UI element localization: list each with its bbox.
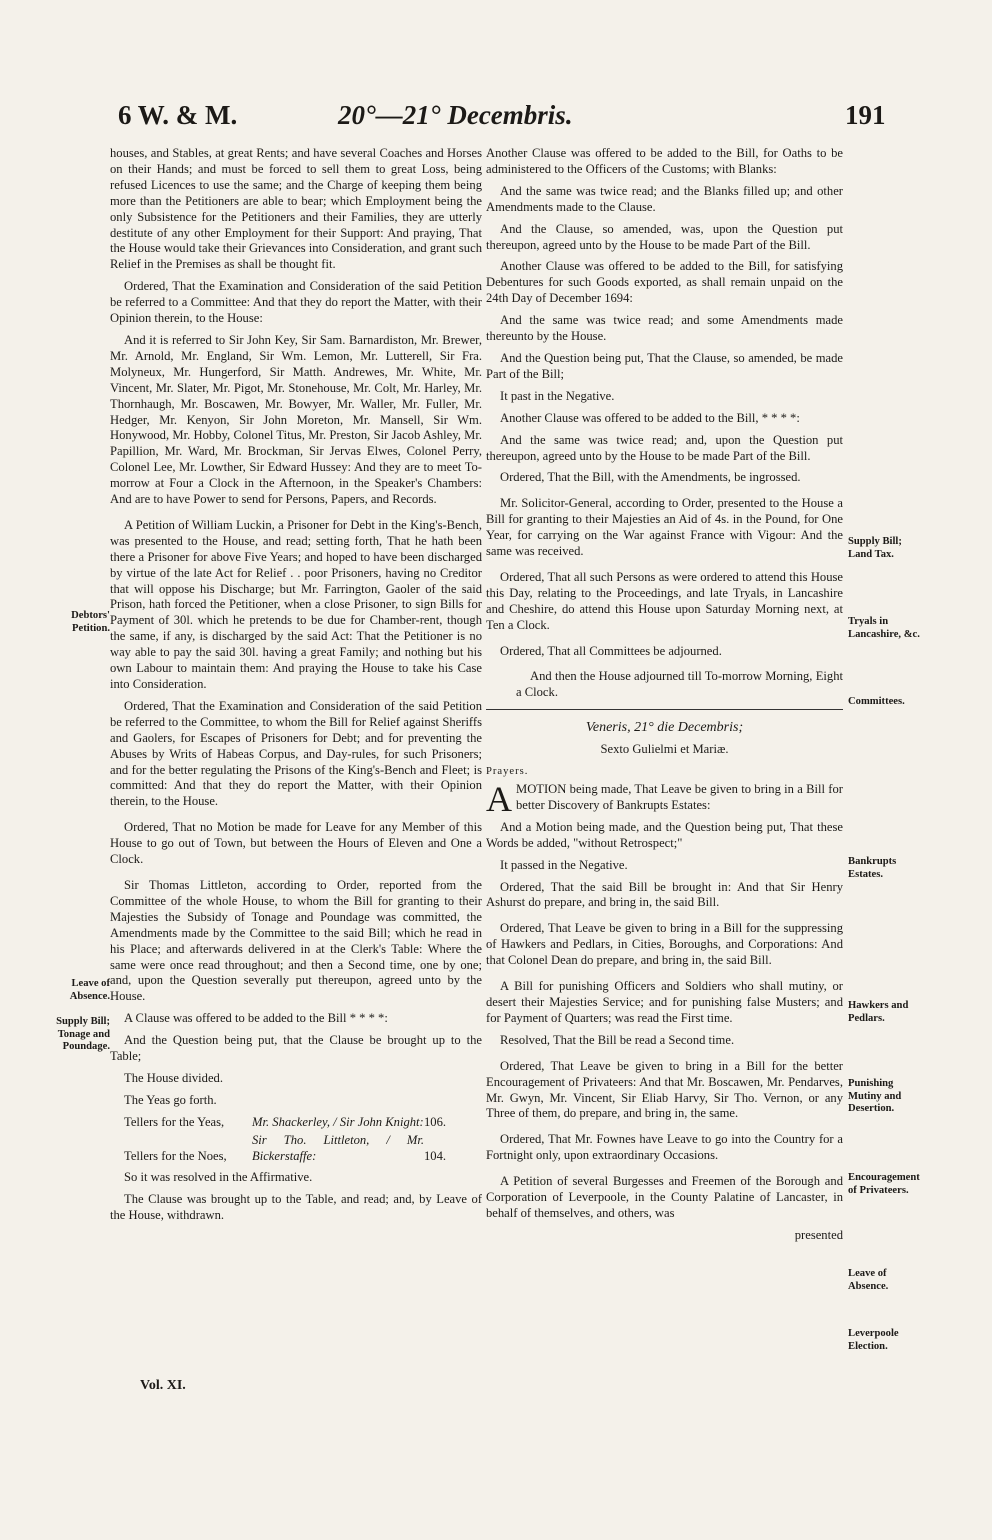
margin-note-hawkers: Hawkers and Pedlars.	[848, 1000, 909, 1024]
margin-note-tryals: Tryals in Lancashire, &c.	[848, 616, 920, 640]
paragraph: And the Clause, so amended, was, upon the Question put thereupon, agreed unto by the House to be made Part of the Bill.	[486, 221, 843, 252]
paragraph: A Petition of several Burgesses and Freemen of the Borough and Corporation of Leverpoole, in the County Palatine of Lancaster, in behalf of themselves, and others, was	[486, 1174, 843, 1220]
paragraph: The Yeas go forth.	[124, 1092, 217, 1107]
tellers-noes: Tellers for the Noes,Sir Tho. Littleton, / Mr. Bickerstaffe: 104.	[124, 1132, 447, 1163]
margin-note-leverpoole: Leverpoole Election.	[848, 1328, 899, 1352]
paragraph: Another Clause was offered to be added to the Bill, for Oaths to be administered to the Officers of the Customs; with Blanks:	[486, 146, 843, 176]
motion-paragraph	[486, 779, 843, 819]
paragraph: houses, and Stables, at great Rents; and have several Coaches and Horses on their Hands; and must be forced to sell them to great Loss, being refused Licences to use the same; and the Charge of keeping them being more than the Petitioners are able to bear; which Employment being the only Subsistence for the Petitioners and their Families, they are utterly destitute of any other Employment for their Support: And praying, That the House would take their Grievances into Consideration, and grant such Relief in the Premises as shall be thought fit.	[110, 146, 482, 272]
paragraph: Ordered, That no Motion be made for Leave for any Member of this House to go out of Town, but between the Hours of Eleven and One a Clock.	[110, 820, 482, 867]
paragraph: Another Clause was offered to be added to the Bill, for satisfying Debentures for such Goods exported, as shall remain unpaid on the 24th Day of December 1694:	[486, 259, 843, 306]
paragraph: Mr. Solicitor-General, according to Order, presented to the House a Bill for granting to their Majesties an Aid of 4s. in the Pound, for One Year, for carrying on the War against France with Vigour: And the same was received.	[486, 496, 843, 559]
margin-note-leave-right: Leave of Absence.	[848, 1268, 889, 1292]
paragraph: Ordered, That Mr. Fownes have Leave to go into the Country for a Fortnight only, upon extraordinary Occasions.	[486, 1132, 843, 1163]
margin-note-leave-of-absence: Leave of Absence.	[69, 978, 110, 1002]
committee-list: And it is referred to Sir John Key, Sir Sam. Barnardiston, Mr. Brewer, Mr. Arnold, Mr. England, Sir Wm. Lemon, Mr. Lutterell, Sir Fra. Molyneux, Mr. Hungerford, Sir Matth. Andrewes, Mr. White, Mr. Vincent, Mr. Slater, Mr. Pigot, Mr. Stonehouse, Mr. Colt, Mr. Harley, Mr. Thornhaugh, Mr. Boscawen, Mr. Bowyer, Mr. Waller, Mr. Fuller, Mr. Hedger, Mr. Kenyon, Sir John Moreton, Mr. Mansell, Sir Wm. Honywood, Mr. Hobby, Colonel Titus, Mr. Preston, Sir Jacob Ashley, Mr. Papillion, Mr. Ward, Mr. Brockman, Sir Jervas Elwes, Colonel Perry, Colonel Lee, Mr. Lowther, Sir Edward Hussey: And they are to meet To-morrow at Four a Clock in the Afternoon, in the Speaker's Chambers: And are to have Power to send for Persons, Papers, and Records.	[110, 332, 482, 507]
paragraph: A Clause was offered to be added to the Bill * * * *:	[124, 1011, 388, 1026]
paragraph: Ordered, That all Committees be adjourned.	[500, 643, 722, 658]
prayers-label: Prayers.	[486, 766, 529, 778]
margin-note-committees: Committees.	[848, 696, 905, 707]
catchword: presented	[794, 1227, 843, 1242]
paragraph: So it was resolved in the Affirmative.	[124, 1170, 313, 1185]
paragraph: It passed in the Negative.	[500, 857, 628, 872]
paragraph: Ordered, That all such Persons as were ordered to attend this House this Day, relating to the Proceedings, and late Tryals, in Lancashire and Cheshire, do attend this House upon Saturday Morning next, at Ten a Clock.	[486, 569, 843, 632]
reign-line: Sexto Gulielmi et Mariæ.	[600, 742, 729, 757]
paragraph: It past in the Negative.	[500, 388, 615, 403]
debtor-petition: A Petition of William Luckin, a Prisoner for Debt in the King's-Bench, was presented to the House, and read; setting forth, That he hath been there a Prisoner for above Five Years; and hoped to have been discharged by virtue of the late Act for Relief . . poor Prisoners, having no Creditor that will oppose his Discharge; but Mr. Farrington, Gaoler of the said Prison, hath forced the Petitioner, when a close Prisoner, to sign Bills for Payment of 30l. which he pretends to be due for Chamber-rent, though the same, if any, is discharged by the said Act: That the Petitioner is no way able to pay the said 30l. having a great Family; and nothing but his own Labour to maintain them: And praying the House to take his Case into Consideration.	[110, 517, 482, 691]
margin-note-privateers: Encouragement of Privateers.	[848, 1172, 920, 1196]
margin-note-supply-bill-tonage: Supply Bill; Tonage and Poundage.	[56, 1016, 110, 1052]
left-column	[110, 146, 482, 1230]
paragraph: Ordered, That the said Bill be brought in: And that Sir Henry Ashurst do prepare, and bring in, the said Bill.	[486, 879, 843, 910]
paragraph: Ordered, That the Examination and Consideration of the said Petition be referred to a Committee: And that they do report the Matter, with their Opinion therein, to the House:	[110, 279, 482, 326]
paragraph: And the same was twice read; and, upon the Question put thereupon, agreed unto by the House to be made Part of the Bill.	[486, 432, 843, 463]
paragraph: And the Question being put, that the Clause be brought up to the Table;	[110, 1033, 482, 1064]
paragraph: Ordered, That the Bill, with the Amendments, be ingrossed.	[500, 470, 801, 485]
paragraph: The Clause was brought up to the Table, and read; and, by Leave of the House, withdrawn.	[110, 1192, 482, 1223]
margin-note-debtors-petition: Debtors' Petition.	[71, 610, 110, 634]
paragraph: Ordered, That Leave be given to bring in a Bill for the better Encouragement of Privateers: And that Mr. Boscawen, Mr. Pendarves, Mr. Gwyn, Mr. Vincent, Sir Eliab Harvy, Sir Tho. Vernon, or any Three of them, do prepare, and bring in, the same.	[486, 1058, 843, 1121]
right-column	[486, 146, 843, 1250]
paragraph: And the same was twice read; and the Blanks filled up; and other Amendments made to the Clause.	[486, 183, 843, 214]
tellers-yeas: Tellers for the Yeas, Mr. Shackerley, / Sir John Knight:106.	[124, 1114, 447, 1129]
header-dates: 20°—21° Decembris.	[338, 100, 573, 130]
margin-note-bankrupts: Bankrupts Estates.	[848, 856, 897, 880]
drop-cap: A	[486, 779, 512, 819]
paragraph: Ordered, That the Examination and Consideration of the said Petition be referred to the Committee, to whom the Bill for Relief against Sheriffs and Gaolers, for Escapes of Prisoners for Debt; and for preventing the Abuses by Writs of Habeas Corpus, and Day-rules, for such Prisoners; and for the better regulating the Prisons of the King's-Bench and Fleet; is committed: And that they do report the Matter, with their Opinion therein, to the House.	[110, 698, 482, 809]
paragraph: A Bill for punishing Officers and Soldiers who shall mutiny, or desert their Majesties Service; and for punishing false Musters; and for Payment of Quarters; was read the First time.	[486, 979, 843, 1025]
paragraph: And a Motion being made, and the Question being put, That these Words be added, "without Retrospect;"	[486, 819, 843, 850]
paragraph: Resolved, That the Bill be read a Second time.	[500, 1032, 735, 1047]
regnal-year: 6 W. & M.	[118, 100, 238, 130]
adjournment: And then the House adjourned till To-morrow Morning, Eight a Clock.	[516, 669, 843, 700]
day-heading: Veneris, 21° die Decembris;	[585, 720, 744, 736]
paragraph: And the same was twice read; and some Amendments made thereunto by the House.	[486, 313, 843, 344]
page-number: 191	[845, 100, 886, 130]
section-divider	[486, 709, 843, 710]
paragraph: The House divided.	[124, 1070, 223, 1085]
paragraph: And the Question being put, That the Clause, so amended, be made Part of the Bill;	[486, 350, 843, 381]
volume-signature: Vol. XI.	[140, 1378, 186, 1393]
report-paragraph: Sir Thomas Littleton, according to Order, reported from the Committee of the whole House, to whom the Bill for granting to their Majesties the Subsidy of Tonage and Poundage was committed, the Amendments made by the Committee to the said Bill; which he read in his Place; and afterwards delivered in at the Clerk's Table: Where the same were once read throughout; and then a Second time, one by one; and, upon the Question severally put thereupon, agreed unto by the House.	[110, 877, 482, 1004]
paragraph: Ordered, That Leave be given to bring in a Bill for the suppressing of Hawkers and Pedlars, in Cities, Boroughs, and Corporations: And that Colonel Dean do prepare, and bring in, the said Bill.	[486, 921, 843, 968]
margin-note-mutiny: Punishing Mutiny and Desertion.	[848, 1078, 902, 1114]
margin-note-supply-land-tax: Supply Bill; Land Tax.	[848, 536, 902, 560]
motion-text: MOTION being made, That Leave be given to bring in a Bill for better Discovery of Bankrupts Estates:	[516, 782, 843, 812]
paragraph: Another Clause was offered to be added to the Bill, * * * *:	[500, 410, 800, 425]
